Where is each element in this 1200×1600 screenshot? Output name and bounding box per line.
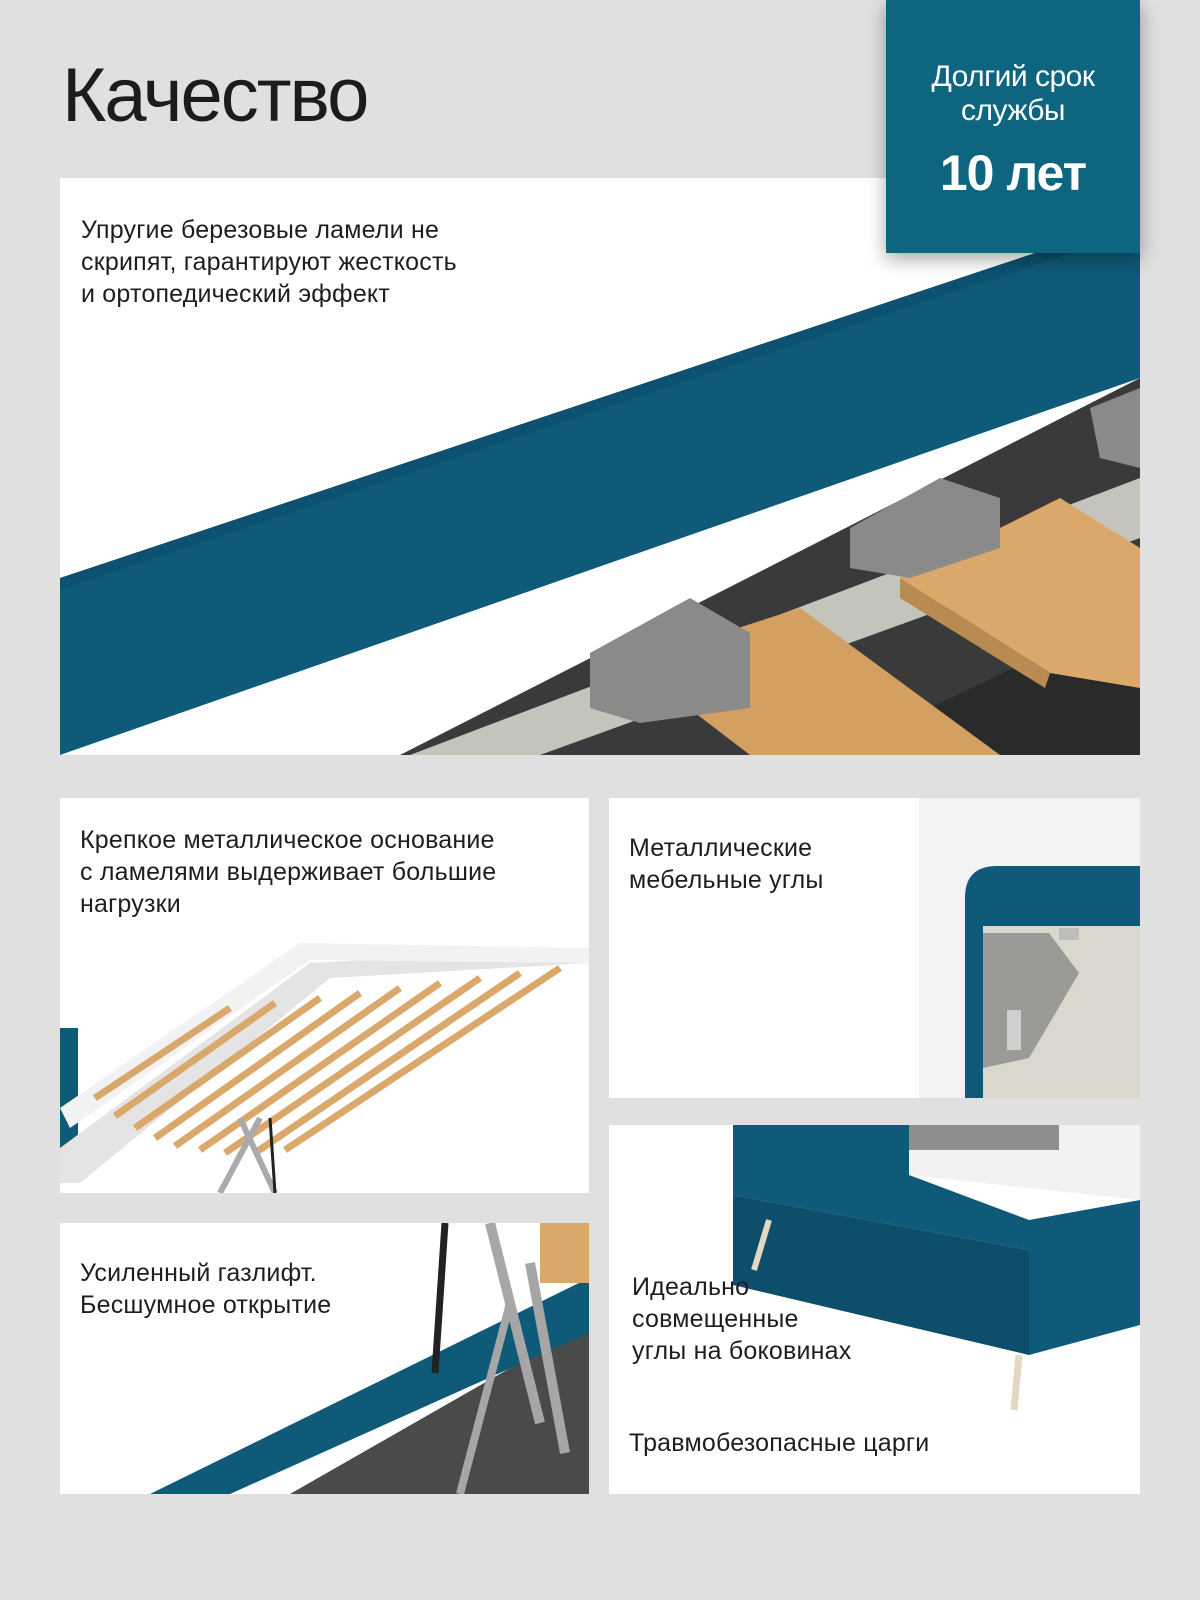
badge-line-2: службы <box>961 94 1065 127</box>
panel-sides <box>609 1125 1140 1494</box>
panel-corners <box>609 798 1140 1098</box>
corners-text-line-1: Металлические <box>629 834 813 862</box>
panel-slats <box>60 178 1140 755</box>
base-text-line-1: Крепкое металлическое основание <box>80 826 495 854</box>
slats-text <box>81 214 457 310</box>
gaslift-text-line-2: Бесшумное открытие <box>80 1291 332 1319</box>
slats-text-line-1: Упругие березовые ламели не <box>81 216 440 244</box>
corners-text-line-2: мебельные углы <box>629 866 824 894</box>
sides-text-line-3: углы на боковинах <box>632 1337 852 1365</box>
gaslift-text-line-1: Усиленный газлифт. <box>80 1259 317 1287</box>
sides-text <box>632 1271 851 1367</box>
badge-value: 10 лет <box>939 145 1087 201</box>
base-text-line-2: с ламелями выдерживает большие <box>80 858 497 886</box>
sides-text-line-2: совмещенные <box>632 1305 799 1333</box>
panel-gaslift <box>60 1223 589 1494</box>
base-text-line-3: нагрузки <box>80 890 181 918</box>
sides-extra-text: Травмобезопасные царги <box>629 1429 930 1457</box>
badge-line-1: Долгий срок <box>931 60 1095 93</box>
page-title: Качество <box>62 53 368 138</box>
panel-base <box>60 798 589 1193</box>
slats-text-line-3: и ортопедический эффект <box>81 280 390 308</box>
corners-text <box>629 832 824 896</box>
base-text <box>80 824 496 920</box>
sides-text-line-1: Идеально <box>632 1273 750 1301</box>
lifetime-badge <box>886 0 1140 253</box>
gaslift-text <box>80 1257 331 1321</box>
slats-text-line-2: скрипят, гарантируют жесткость <box>81 248 457 276</box>
